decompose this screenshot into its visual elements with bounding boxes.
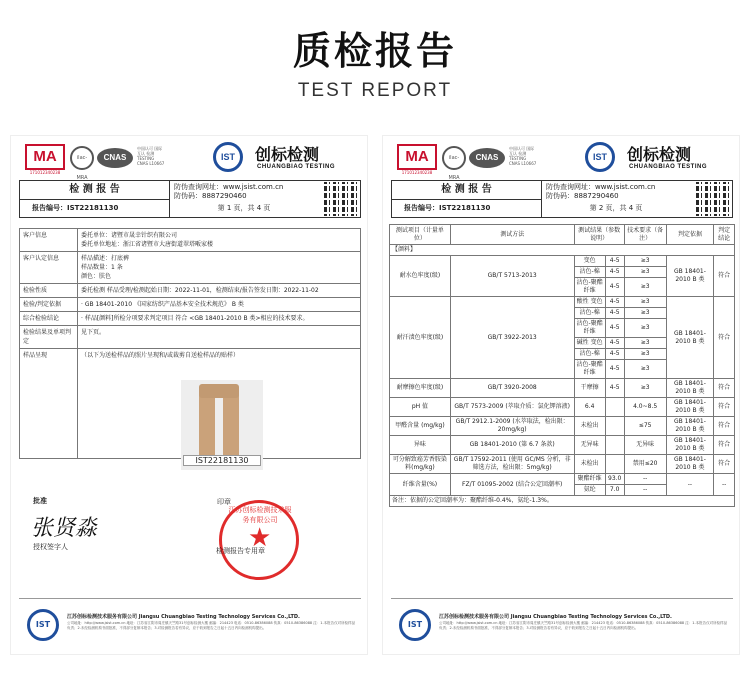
row-label: 检验性质 bbox=[20, 284, 78, 298]
brand-name: 创标检测 bbox=[627, 145, 692, 164]
test-item: 耐汗渍色牢度(级) bbox=[390, 297, 451, 379]
report-header bbox=[19, 180, 361, 218]
logo-bar bbox=[25, 144, 355, 181]
verdict: 符合 bbox=[714, 398, 735, 417]
ist-logo: IST bbox=[585, 142, 615, 172]
table-row bbox=[390, 379, 735, 398]
verify-code: 防伪码：8887290460 bbox=[174, 192, 247, 200]
ist-logo: IST bbox=[213, 142, 243, 172]
brand-name-en: CHUANGBIAO TESTING bbox=[257, 164, 335, 170]
sub-value bbox=[605, 455, 624, 474]
test-item: pH 值 bbox=[390, 398, 451, 417]
sub-item: 沾色-棉 bbox=[574, 308, 605, 319]
basis: GB 18401-2010 B 类 bbox=[666, 297, 714, 379]
requirement: ≥3 bbox=[624, 349, 666, 360]
page-title: 质检报告 bbox=[292, 29, 457, 73]
basis: -- bbox=[666, 474, 714, 496]
cnas-logo: CNAS bbox=[97, 148, 133, 168]
footer bbox=[19, 598, 361, 652]
ilac-logo: ilac-MRA bbox=[70, 146, 94, 170]
verdict: 符合 bbox=[714, 417, 735, 436]
sub-value bbox=[605, 417, 624, 436]
requirement: 4.0~8.5 bbox=[624, 398, 666, 417]
footer-details: 公司地址：http://www.jsist.com.cn 地址：江苏省江阴市周庄镇天竺路31号创标检测大楼 邮编：214423 电话：0510-86386088 传真：0510-86386088 注：1.本报告仅对所检样品负责；2.未经检测机构书面批准，不得部分复制本报告；3.对检测报告若有异议，应于收到报告之日起十五日内向检测机构提出。 bbox=[439, 621, 728, 630]
verdict: 符合 bbox=[714, 455, 735, 474]
test-item: 可分解致癌芳香胺染料(mg/kg) bbox=[390, 455, 451, 474]
sample-id-label: IST22181130 bbox=[183, 455, 261, 466]
sub-item: 沾色-聚酯纤维 bbox=[574, 278, 605, 297]
approve-label: 批准 bbox=[33, 497, 47, 505]
brand-name-en: CHUANGBIAO TESTING bbox=[629, 164, 707, 170]
table-row bbox=[390, 256, 735, 267]
test-method: GB/T 5713-2013 bbox=[450, 256, 574, 297]
ma-code: 171012340238 bbox=[401, 170, 433, 175]
test-method: GB/T 17592-2011 (使用 GC/MS 分析，非筛选方法，检出限：5mg/kg) bbox=[450, 455, 574, 474]
test-method: FZ/T 01095-2002 (结合公定回潮率) bbox=[450, 474, 574, 496]
basis: GB 18401-2010 B 类 bbox=[666, 417, 714, 436]
requirement: ≥3 bbox=[624, 278, 666, 297]
table-row bbox=[390, 398, 735, 417]
table-row bbox=[390, 297, 735, 308]
col-header: 测试结果（参数说明） bbox=[574, 225, 624, 245]
test-item: 纤维含量(%) bbox=[390, 474, 451, 496]
star-icon: ★ bbox=[248, 523, 272, 553]
sub-item: 沾色-聚酯纤维 bbox=[574, 319, 605, 338]
ma-code: 171012340238 bbox=[29, 170, 61, 175]
report-number: 报告编号：IST22181130 bbox=[20, 200, 170, 218]
row-label: 客户信息 bbox=[20, 229, 78, 252]
cnas-text: 中国认可 国际互认 检测 TESTING CNAS L10667 bbox=[137, 146, 165, 166]
sub-value: 4-5 bbox=[605, 308, 624, 319]
col-header: 测试方法 bbox=[450, 225, 574, 245]
sub-value: 4-5 bbox=[605, 278, 624, 297]
requirement: ≥3 bbox=[624, 297, 666, 308]
sub-item: 沾色-聚酯纤维 bbox=[574, 360, 605, 379]
requirement: ≥3 bbox=[624, 267, 666, 278]
requirement: 禁用≤20 bbox=[624, 455, 666, 474]
basis: GB 18401-2010 B 类 bbox=[666, 436, 714, 455]
row-value: （以下为送检样品的照片呈现和/或裁剪自送检样品的贴样） bbox=[78, 349, 361, 459]
col-header: 判定依据 bbox=[666, 225, 714, 245]
verdict: 符合 bbox=[714, 297, 735, 379]
footer-details: 公司地址：http://www.jsist.com.cn 地址：江苏省江阴市周庄镇天竺路31号创标检测大楼 邮编：214423 电话：0510-86386088 传真：0510-86386088 注：1.本报告仅对所检样品负责；2.未经检测机构书面批准，不得部分复制本报告；3.对检测报告若有异议，应于收到报告之日起十五日内向检测机构提出。 bbox=[67, 621, 356, 630]
verdict: 符合 bbox=[714, 256, 735, 297]
row-value: 委托单位：诸暨市晟幸针织有限公司 委托单位地址：浙江省诸暨市大唐街道翠塔畈家楼 bbox=[78, 229, 361, 252]
ilac-logo: ilac-MRA bbox=[442, 146, 466, 170]
sub-item: 干摩擦 bbox=[574, 379, 605, 398]
qr-code-icon bbox=[696, 182, 730, 216]
footer-company: 江苏创标检测技术服务有限公司 Jiangsu Chuangbiao Testing Technology Services Co.,LTD. bbox=[67, 614, 300, 620]
ist-footer-logo: IST bbox=[27, 609, 59, 641]
sub-value: 4-5 bbox=[605, 338, 624, 349]
row-label: 检验结果及单项判定 bbox=[20, 326, 78, 349]
verdict: 符合 bbox=[714, 436, 735, 455]
sub-value bbox=[605, 398, 624, 417]
row-value: 见下页。 bbox=[78, 326, 361, 349]
requirement: -- bbox=[624, 485, 666, 496]
row-value: · 样品[颜料]所检分项要求判定项目 符合 <GB 18401-2010 B 类>相应的技术要求。 bbox=[78, 312, 361, 326]
sub-value: 7.0 bbox=[605, 485, 624, 496]
sub-value: 4-5 bbox=[605, 319, 624, 338]
sub-value: 4-5 bbox=[605, 297, 624, 308]
requirement: ≥3 bbox=[624, 360, 666, 379]
sub-item: 酸性 变色 bbox=[574, 297, 605, 308]
sub-item: 未检出 bbox=[574, 455, 605, 474]
col-header: 测试项目（计量单位） bbox=[390, 225, 451, 245]
verify-code: 防伪码：8887290460 bbox=[546, 192, 619, 200]
signature: 张贤淼 bbox=[31, 516, 98, 541]
seal-label: 印章 bbox=[217, 498, 231, 506]
test-method: GB/T 2912.1-2009 (水萃取法，检出限：20mg/kg) bbox=[450, 417, 574, 436]
seal-text: 江苏创标检测技术服务有限公司 bbox=[228, 506, 292, 524]
requirement: ≤75 bbox=[624, 417, 666, 436]
ist-footer-logo: IST bbox=[399, 609, 431, 641]
table-row bbox=[390, 474, 735, 485]
cnas-text: 中国认可 国际互认 检测 TESTING CNAS L10667 bbox=[509, 146, 537, 166]
row-label: 样品呈现 bbox=[20, 349, 78, 459]
qr-code-icon bbox=[324, 182, 358, 216]
verify-url: 防伪查询网址：www.jsist.com.cn bbox=[546, 183, 656, 191]
requirement: ≥3 bbox=[624, 256, 666, 267]
test-method: GB/T 7573-2009 (萃取介质：氯化钾溶液) bbox=[450, 398, 574, 417]
test-item: 耐摩擦色牢度(级) bbox=[390, 379, 451, 398]
footer bbox=[391, 598, 733, 652]
row-label: 综合检验结论 bbox=[20, 312, 78, 326]
table-row bbox=[390, 417, 735, 436]
cnas-logo: CNAS bbox=[469, 148, 505, 168]
page-number: 第 1 页，共 4 页 bbox=[217, 204, 271, 212]
requirement: ≥3 bbox=[624, 338, 666, 349]
basis: GB 18401-2010 B 类 bbox=[666, 379, 714, 398]
results-table bbox=[389, 224, 735, 507]
verdict: -- bbox=[714, 474, 735, 496]
table-note: 备注：依据的公定回潮率为：聚酯纤维-0.4%，氨纶-1.3%。 bbox=[390, 496, 735, 507]
test-method: GB 18401-2010 (第 6.7 条款) bbox=[450, 436, 574, 455]
page-number: 第 2 页，共 4 页 bbox=[589, 204, 643, 212]
test-item: 异味 bbox=[390, 436, 451, 455]
test-method: GB/T 3922-2013 bbox=[450, 297, 574, 379]
sub-value: 4-5 bbox=[605, 267, 624, 278]
basis: GB 18401-2010 B 类 bbox=[666, 256, 714, 297]
leggings-image bbox=[195, 384, 247, 462]
requirement: ≥3 bbox=[624, 379, 666, 398]
sub-item: 氨纶 bbox=[574, 485, 605, 496]
basis: GB 18401-2010 B 类 bbox=[666, 398, 714, 417]
report-title: 检 测 报 告 bbox=[392, 181, 542, 200]
test-item: 耐水色牢度(级) bbox=[390, 256, 451, 297]
requirement: 无异味 bbox=[624, 436, 666, 455]
verify-url: 防伪查询网址：www.jsist.com.cn bbox=[174, 183, 284, 191]
page-subtitle: TEST REPORT bbox=[297, 80, 453, 101]
ma-logo: MA bbox=[397, 144, 437, 170]
report-header bbox=[391, 180, 733, 218]
sub-item: 碱性 变色 bbox=[574, 338, 605, 349]
sub-item: 变色 bbox=[574, 256, 605, 267]
test-method: GB/T 3920-2008 bbox=[450, 379, 574, 398]
basis: GB 18401-2010 B 类 bbox=[666, 455, 714, 474]
sub-item: 未检出 bbox=[574, 417, 605, 436]
section-label: 【颜料】 bbox=[390, 245, 735, 256]
row-value: 委托检测 样品受理/检测起始日期：2022-11-01，检测结束/报告签发日期：2022-11-02 bbox=[78, 284, 361, 298]
seal-stamp-icon bbox=[219, 500, 299, 580]
report-title: 检 测 报 告 bbox=[20, 181, 170, 200]
sub-value: 4-5 bbox=[605, 256, 624, 267]
sub-value: 93.0 bbox=[605, 474, 624, 485]
sub-item: 6.4 bbox=[574, 398, 605, 417]
sub-item: 无异味 bbox=[574, 436, 605, 455]
table-row bbox=[390, 455, 735, 474]
report-page-2 bbox=[382, 135, 740, 655]
seal-caption: 检测报告专用章 bbox=[216, 547, 265, 555]
report-number: 报告编号：IST22181130 bbox=[392, 200, 542, 218]
test-item: 甲醛含量 (mg/kg) bbox=[390, 417, 451, 436]
requirement: -- bbox=[624, 474, 666, 485]
sub-item: 沾色-棉 bbox=[574, 349, 605, 360]
requirement: ≥3 bbox=[624, 319, 666, 338]
sub-value: 4-5 bbox=[605, 349, 624, 360]
row-value: 样品描述：打底裤 样品数量：1 条 颜色：肤色 bbox=[78, 252, 361, 284]
col-header: 技术要求（备注） bbox=[624, 225, 666, 245]
report-page-1 bbox=[10, 135, 368, 655]
signer-label: 授权签字人 bbox=[33, 543, 68, 551]
row-label: 检验/判定依据 bbox=[20, 298, 78, 312]
sub-item: 沾色-棉 bbox=[574, 267, 605, 278]
table-row bbox=[390, 436, 735, 455]
sub-value bbox=[605, 436, 624, 455]
brand-name: 创标检测 bbox=[255, 145, 320, 164]
requirement: ≥3 bbox=[624, 308, 666, 319]
sub-value: 4-5 bbox=[605, 360, 624, 379]
ma-logo: MA bbox=[25, 144, 65, 170]
verdict: 符合 bbox=[714, 379, 735, 398]
logo-bar bbox=[397, 144, 727, 181]
footer-company: 江苏创标检测技术服务有限公司 Jiangsu Chuangbiao Testing Technology Services Co.,LTD. bbox=[439, 614, 672, 620]
row-value: · GB 18401-2010 《国家纺织产品基本安全技术规范》 B 类 bbox=[78, 298, 361, 312]
col-header: 判定结论 bbox=[714, 225, 735, 245]
row-label: 客户认定信息 bbox=[20, 252, 78, 284]
sub-item: 聚酯纤维 bbox=[574, 474, 605, 485]
sample-photo bbox=[181, 380, 263, 470]
sub-value: 4-5 bbox=[605, 379, 624, 398]
table-header bbox=[390, 225, 735, 245]
